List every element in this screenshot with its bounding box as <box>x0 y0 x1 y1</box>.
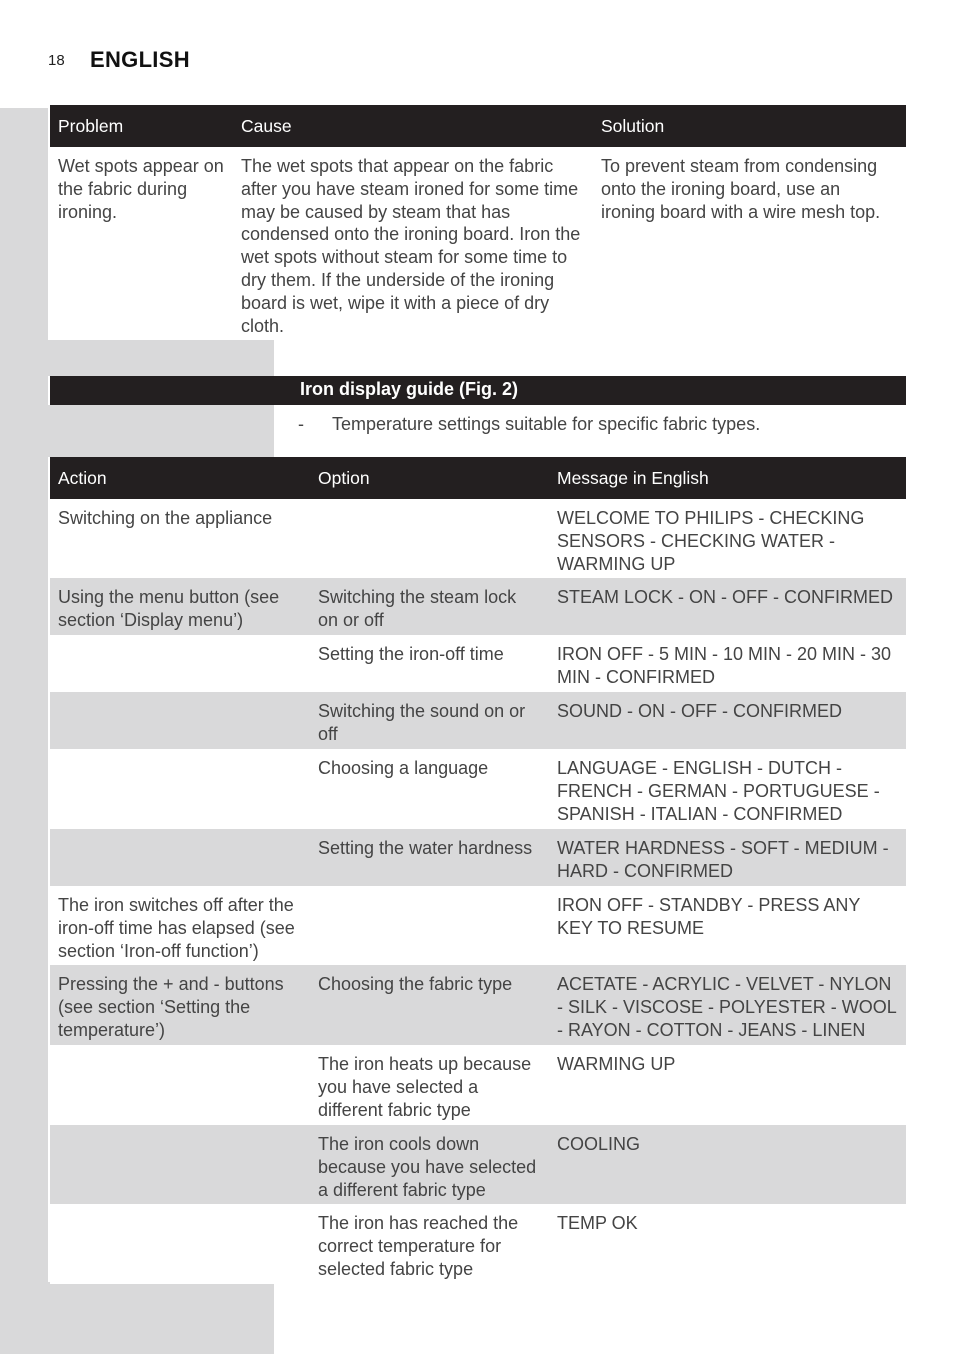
option-cell: Switching the sound on or off <box>318 701 526 744</box>
column-header-solution: Solution <box>601 115 665 136</box>
message-cell: SOUND - ON - OFF - CONFIRMED <box>557 701 842 721</box>
column-header-message: Message in English <box>557 467 709 488</box>
action-cell: Using the menu button (see section ‘Display menu’) <box>58 587 280 630</box>
table-row <box>50 635 906 692</box>
message-cell: COOLING <box>557 1134 641 1154</box>
action-cell <box>50 749 310 829</box>
solution-cell: To prevent steam from condensing onto the ironing board, use an ironing board with a wire mesh top. <box>601 156 881 222</box>
action-cell <box>50 692 310 749</box>
action-cell <box>50 1045 310 1125</box>
bullet-marker: - <box>298 414 304 434</box>
problem-cell: Wet spots appear on the fabric during ironing. <box>58 156 224 222</box>
table-row <box>50 1204 906 1284</box>
table-row <box>50 886 906 965</box>
side-band-top <box>0 108 48 1354</box>
message-cell: STEAM LOCK - ON - OFF - CONFIRMED <box>557 587 893 607</box>
message-cell: WARMING UP <box>557 1054 676 1074</box>
option-cell: The iron heats up because you have selected a different fabric type <box>318 1054 532 1120</box>
action-cell <box>50 635 310 692</box>
action-cell <box>50 1204 310 1284</box>
table-row <box>50 1045 906 1125</box>
message-cell: WELCOME TO PHILIPS - CHECKING SENSORS - CHECKING WATER - WARMING UP <box>557 508 865 574</box>
troubleshooting-table <box>50 105 906 340</box>
column-header-problem: Problem <box>58 115 124 136</box>
table-header-row <box>50 105 906 147</box>
option-cell <box>310 886 549 965</box>
table-row <box>50 749 906 829</box>
option-cell: The iron cools down because you have selected a different fabric type <box>318 1134 537 1200</box>
side-band-bottom <box>48 1282 274 1354</box>
display-guide-table <box>50 457 906 1284</box>
message-cell: LANGUAGE - ENGLISH - DUTCH - FRENCH - GERMAN - PORTUGUESE - SPANISH - ITALIAN - CONFIRMED <box>557 758 880 824</box>
section-title: Iron display guide (Fig. 2) <box>300 379 519 399</box>
column-header-cause: Cause <box>241 115 292 136</box>
option-cell: Switching the steam lock on or off <box>318 587 517 630</box>
table-row <box>50 147 906 340</box>
action-cell <box>50 1125 310 1204</box>
table-header-row <box>50 457 906 499</box>
action-cell: The iron switches off after the iron-off time has elapsed (see section ‘Iron-off function’) <box>58 895 295 961</box>
table-row <box>50 578 906 635</box>
message-cell: ACETATE - ACRYLIC - VELVET - NYLON - SILK - VISCOSE - POLYESTER - WOOL - RAYON - COTTON - JEANS - LINEN <box>557 974 897 1040</box>
table-row <box>50 1125 906 1204</box>
column-header-action: Action <box>58 467 107 488</box>
action-cell: Pressing the + and - buttons (see section ‘Setting the temperature’) <box>58 974 284 1040</box>
table-row <box>50 965 906 1045</box>
message-cell: WATER HARDNESS - SOFT - MEDIUM - HARD - CONFIRMED <box>557 838 889 881</box>
column-header-option: Option <box>318 467 370 488</box>
bullet-text: Temperature settings suitable for specific fabric types. <box>332 414 761 434</box>
option-cell: The iron has reached the correct temperature for selected fabric type <box>318 1213 519 1279</box>
page-number: 18 <box>48 52 65 69</box>
side-band-mid-2 <box>48 405 274 457</box>
option-cell: Setting the water hardness <box>318 838 533 858</box>
message-cell: IRON OFF - STANDBY - PRESS ANY KEY TO RESUME <box>557 895 861 938</box>
cause-cell: The wet spots that appear on the fabric after you have steam ironed for some time may be caused by steam that has condensed onto the ironing board. Iron the wet spots without steam for some time to dry them. If the underside of the ironing board is wet, wipe it with a piece of dry cloth. <box>241 156 581 336</box>
table-row <box>50 692 906 749</box>
message-cell: TEMP OK <box>557 1213 638 1233</box>
side-band-mid-1 <box>48 340 274 376</box>
action-cell: Switching on the appliance <box>58 508 273 528</box>
message-cell: IRON OFF - 5 MIN - 10 MIN - 20 MIN - 30 MIN - CONFIRMED <box>557 644 892 687</box>
table-row <box>50 829 906 886</box>
option-cell: Choosing the fabric type <box>318 974 513 994</box>
action-cell <box>50 829 310 886</box>
option-cell: Setting the iron-off time <box>318 644 504 664</box>
option-cell: Choosing a language <box>318 758 489 778</box>
page-language-heading: ENGLISH <box>90 47 190 72</box>
option-cell <box>310 499 549 578</box>
table-row <box>50 499 906 578</box>
